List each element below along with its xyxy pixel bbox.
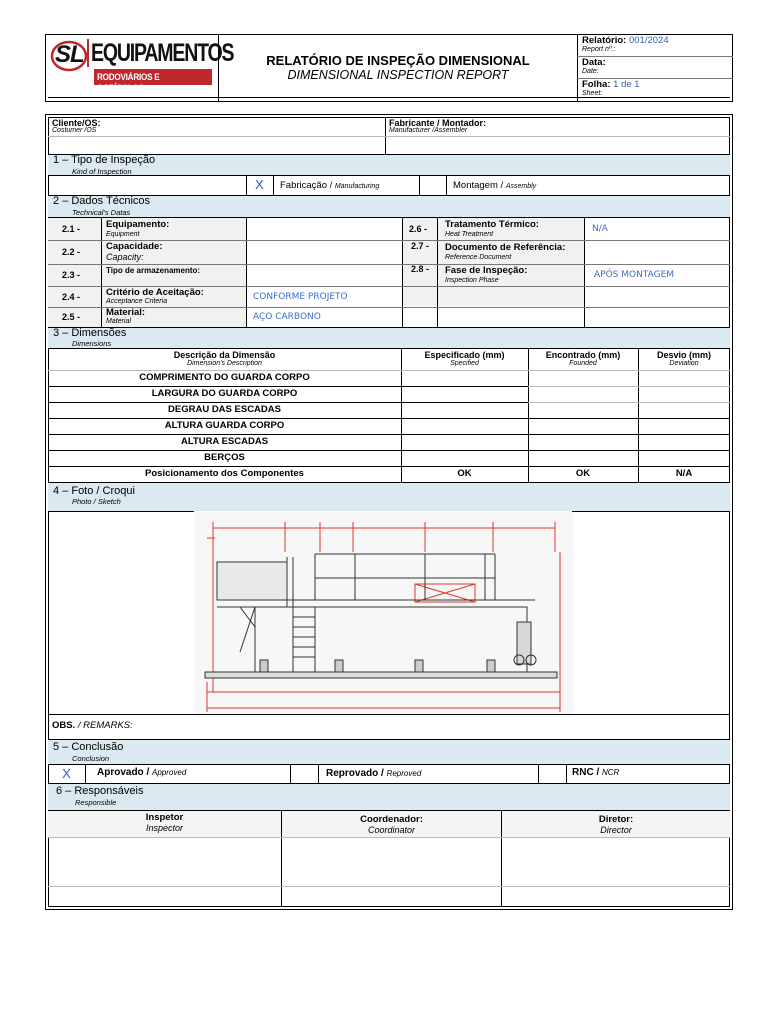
approved-option[interactable]: Aprovado / Approved	[97, 767, 187, 778]
sheet-sub: Sheet:	[582, 90, 603, 97]
tech-label-material: Material:	[106, 307, 146, 318]
section4-title: 4 – Foto / Croqui	[53, 485, 135, 497]
dim-header-spec-sub: Specified	[450, 360, 479, 367]
fabrication-checkbox[interactable]: X	[255, 177, 264, 192]
sheet-value: 1 de 1	[613, 79, 640, 90]
section6-title: 6 – Responsáveis	[56, 785, 144, 797]
sheet: Folha: 1 de 1	[582, 79, 640, 90]
dim-row-desc: DEGRAU DAS ESCADAS	[168, 404, 281, 415]
tech-label-heat: Tratamento Térmico:	[445, 219, 539, 230]
date-sub: Date:	[582, 68, 599, 75]
tech-num-2-1: 2.1 -	[62, 224, 81, 234]
dim-header-desc: Descrição da Dimensão	[173, 350, 276, 360]
tech-num-2-5: 2.5 -	[62, 312, 81, 322]
signature-inspector-sub: Inspector	[145, 823, 184, 833]
section1-sub: Kind of Inspection	[72, 167, 132, 176]
dim-row-desc: Posicionamento dos Componentes	[145, 468, 304, 479]
tech-label-storage: Tipo de armazenamento:	[106, 266, 201, 275]
date-label: Data:	[582, 57, 606, 68]
dim-row-desc: LARGURA DO GUARDA CORPO	[151, 388, 298, 399]
tech-sub-phase: Inspection Phase	[445, 277, 499, 284]
signature-coordinator-label: Coordenador:	[360, 814, 423, 825]
company-logo	[50, 37, 234, 94]
ncr-option[interactable]: RNC / NCR	[572, 767, 620, 778]
equipment-sketch	[195, 512, 573, 714]
section3-sub: Dimensions	[72, 339, 112, 348]
tech-num-2-6: 2.6 -	[409, 224, 428, 234]
tech-value-heat[interactable]: N/A	[592, 224, 608, 234]
section5-bar	[48, 739, 730, 765]
dim-header-spec: Especificado (mm)	[424, 350, 505, 360]
report-number-sub: Report nº.:	[582, 46, 616, 53]
tech-num-2-4: 2.4 -	[62, 292, 81, 302]
dim-header-desc-sub: Dimension's Description	[187, 360, 262, 367]
tech-sub-equipment: Equipment	[106, 231, 140, 238]
report-number: Relatório: 001/2024	[582, 35, 669, 46]
tech-sub-heat: Heat Treatment	[445, 231, 494, 238]
tech-sub-capacity: Capacity:	[106, 252, 144, 262]
ncr-checkbox[interactable]	[539, 766, 566, 783]
tech-label-phase: Fase de Inspeção:	[445, 265, 528, 276]
tech-sub-reference: Reference Document	[445, 254, 512, 261]
tech-sub-material: Material	[106, 318, 131, 325]
tech-label-capacity: Capacidade:	[106, 241, 163, 252]
tech-num-2-2: 2.2 -	[62, 247, 81, 257]
dim-dev-value[interactable]: N/A	[675, 468, 693, 479]
dim-row-desc: BERÇOS	[204, 452, 245, 463]
assembly-checkbox[interactable]	[420, 177, 446, 195]
signature-coordinator-field[interactable]	[283, 838, 500, 885]
title-en: DIMENSIONAL INSPECTION REPORT	[287, 68, 509, 82]
rejected-option[interactable]: Reprovado / Reproved	[326, 768, 422, 779]
signature-director-label: Diretor:	[598, 814, 634, 825]
dim-row-desc: ALTURA ESCADAS	[180, 436, 269, 447]
maker-sub: Manufacturer /Assembler	[389, 127, 468, 134]
logo-name: EQUIPAMENTOS	[91, 39, 234, 67]
client-sub: Costumer /OS	[52, 127, 97, 134]
section6-sub: Responsible	[75, 798, 117, 807]
remarks-label: OBS. / REMARKS:	[52, 720, 133, 731]
section2-title: 2 – Dados Técnicos	[53, 195, 151, 207]
title-pt: RELATÓRIO DE INSPEÇÃO DIMENSIONAL	[266, 53, 530, 68]
logo-divider	[87, 39, 89, 67]
section3-bar	[48, 328, 730, 348]
dim-header-dev: Desvio (mm)	[656, 350, 711, 360]
section2-sub: Technical's Datas	[72, 208, 131, 217]
dim-header-found-sub: Founded	[569, 360, 597, 367]
dim-found-value[interactable]: OK	[575, 468, 591, 479]
fabrication-option[interactable]: Fabricação / Manufacturing	[280, 180, 380, 191]
maker-label: Fabricante / Montador:	[389, 118, 487, 128]
tech-num-2-7: 2.7 -	[410, 241, 429, 251]
tech-value-acceptance[interactable]: CONFORME PROJETO	[253, 292, 348, 302]
report-number-value: 001/2024	[628, 35, 669, 46]
dim-row-desc: COMPRIMENTO DO GUARDA CORPO	[139, 372, 310, 383]
tech-label-reference: Documento de Referência:	[445, 242, 566, 253]
tech-value-phase[interactable]: APÓS MONTAGEM	[594, 270, 675, 280]
tech-sub-acceptance: Acceptance Criteria	[106, 298, 168, 305]
section5-sub: Conclusion	[72, 754, 110, 763]
signature-director-sub: Director	[600, 825, 632, 835]
dim-header-found: Encontrado (mm)	[545, 350, 621, 360]
signature-director-field[interactable]	[503, 838, 729, 885]
dim-row-desc: ALTURA GUARDA CORPO	[164, 420, 285, 431]
tech-label-acceptance: Critério de Aceitação:	[106, 287, 204, 298]
assembly-option[interactable]: Montagem / Assembly	[453, 180, 537, 191]
tech-num-2-8: 2.8 -	[410, 264, 429, 274]
dim-spec-value[interactable]: OK	[457, 468, 472, 479]
signature-inspector-field[interactable]	[49, 838, 280, 885]
section4-sub: Photo / Sketch	[72, 497, 121, 506]
signature-coordinator-sub: Coordinator	[367, 825, 416, 835]
section2-bar	[48, 196, 730, 218]
logo-tagline: RODOVIÁRIOS E AGRÍCOLAS	[97, 72, 160, 94]
section4-bar	[48, 483, 730, 511]
tech-label-equipment: Equipamento:	[106, 219, 170, 230]
rejected-checkbox[interactable]	[291, 766, 318, 783]
section5-title: 5 – Conclusão	[53, 741, 124, 753]
section1-title: 1 – Tipo de Inspeção	[53, 154, 156, 166]
logo-sl: SL	[55, 41, 84, 68]
tech-num-2-3: 2.3 -	[62, 270, 81, 280]
signature-inspector-label: Inspetor	[145, 812, 184, 823]
client-label: Cliente/OS:	[52, 118, 101, 128]
section3-title: 3 – Dimensões	[53, 327, 127, 339]
section6-bar	[48, 784, 730, 810]
dim-header-dev-sub: Deviation	[669, 360, 699, 367]
approved-checkbox[interactable]: X	[62, 766, 71, 781]
tech-value-material[interactable]: AÇO CARBONO	[253, 312, 321, 322]
